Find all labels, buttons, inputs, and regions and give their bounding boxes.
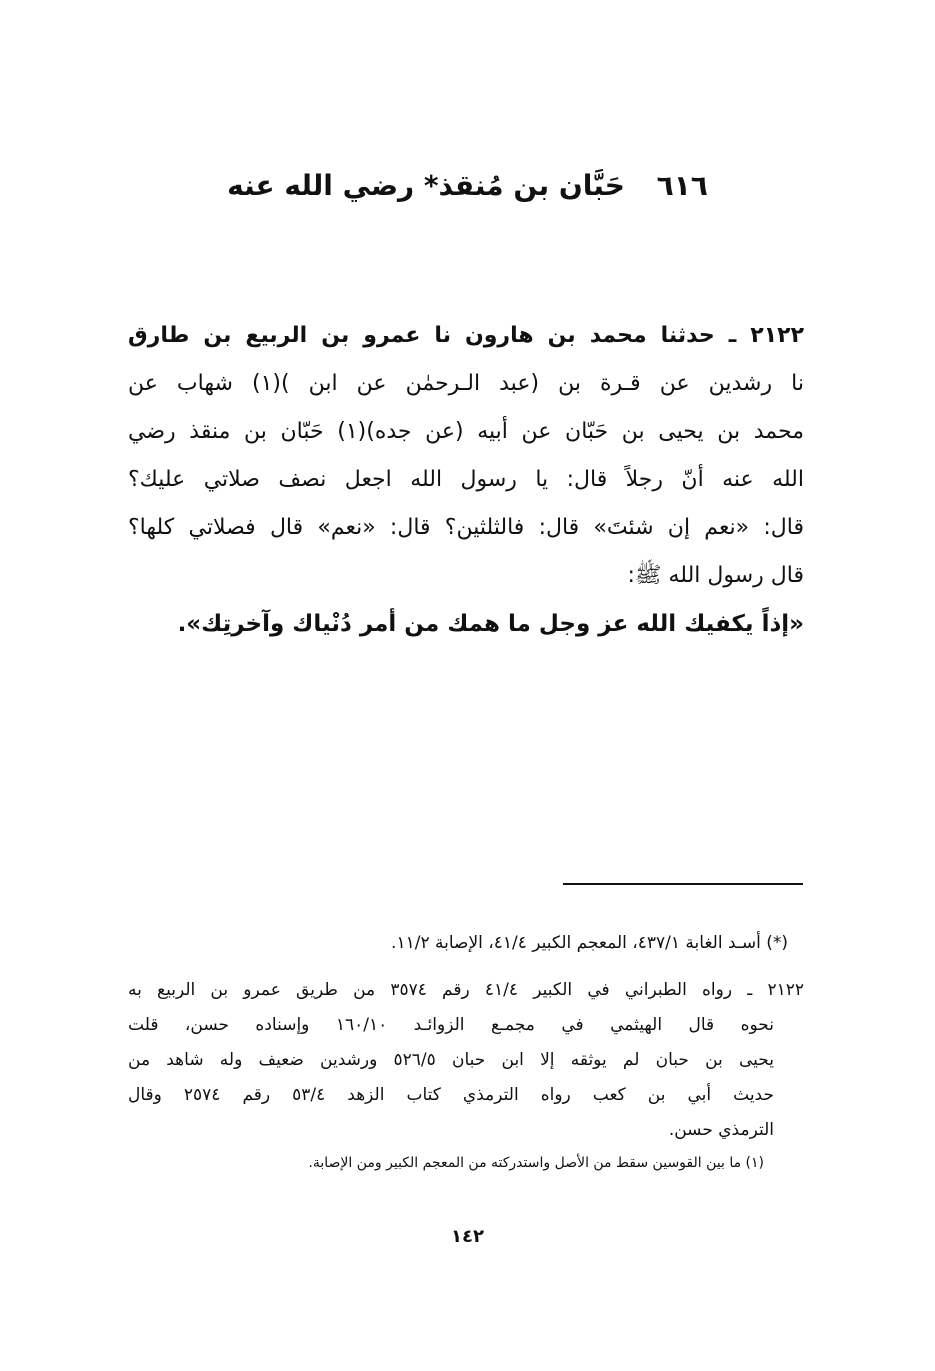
footnote-divider (563, 883, 803, 885)
hadith-line: ٢١٢٢ ـ حدثنا محمد بن هارون نا عمرو بن الربيع بن طارق (128, 323, 804, 348)
chapter-honorific: رضي الله عنه (227, 169, 415, 202)
chapter-number: ٦١٦ (656, 169, 708, 202)
hadith-line: قال رسول الله ﷺ: (627, 563, 804, 588)
chapter-name: حَبَّان بن مُنقذ* (423, 169, 625, 202)
footnote-line: حديث أبي بن كعب رواه الترمذي كتاب الزهد ٥٣/٤ رقم ٢٥٧٤ وقال (128, 1085, 774, 1105)
page-number: ١٤٢ (451, 1226, 484, 1247)
hadith-line: نا رشدين عن قـرة بن (عبد الـرحمٰن عن ابن )(١) شهاب عن (128, 371, 805, 396)
hadith-line: الله عنه أنّ رجلاً قال: يا رسول الله اجعل نصف صلاتي عليك؟ (128, 467, 804, 492)
footnotes (128, 926, 804, 1178)
footnote-line: يحيى بن حبان لم يوثقه إلا ابن حبان ٥٢٦/٥ ورشدين ضعيف وله شاهد من (128, 1050, 774, 1070)
footnote-1: (١) ما بين القوسين سقط من الأصل واستدركته من المعجم الكبير ومن الإصابة. (308, 1155, 764, 1171)
footnote-sources (128, 926, 804, 961)
hadith-text (128, 312, 804, 648)
footnote-line: ٢١٢٢ ـ رواه الطبراني في الكبير ٤١/٤ رقم ٣٥٧٤ من طريق عمرو بن الربيع به (128, 980, 804, 1000)
hadith-quote: «إذاً يكفيك الله عز وجل ما همك من أمر دُنْياك وآخرتِك». (177, 611, 804, 637)
hadith-line: محمد بن يحيى بن حَبّان عن أبيه (عن جده)(١) حَبّان بن منقذ رضي (128, 419, 804, 444)
footnote-2122 (128, 973, 804, 1148)
footnote-line: نحوه قال الهيثمي في مجمـع الزوائـد ١٦٠/١٠ وإسناده حسن، قلت (128, 1015, 774, 1035)
footnote-sources-text: (*) أسـد الغابة ٤٣٧/١، المعجم الكبير ٤١/٤، الإصابة ١١/٢. (391, 933, 788, 953)
hadith-line: قال: «نعم إن شئتَ» قال: فالثلثين؟ قال: «نعم» قال فصلاتي كلها؟ (128, 515, 804, 540)
chapter-heading (0, 162, 935, 210)
footnote-line: الترمذي حسن. (668, 1120, 774, 1140)
